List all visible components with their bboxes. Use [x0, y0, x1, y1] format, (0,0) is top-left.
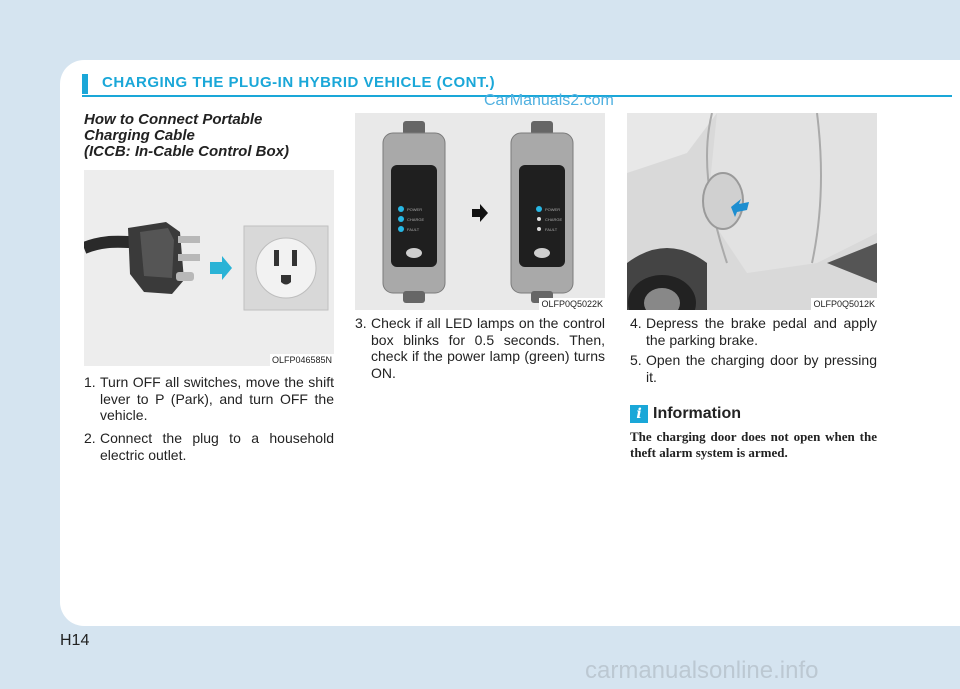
step-number: 2.: [84, 430, 96, 446]
hyundai-logo-icon: [406, 248, 422, 258]
information-text: The charging door does not open when the theft alarm system is armed.: [630, 429, 877, 460]
figure-code: OLFP0Q5012K: [813, 299, 875, 309]
step-item: [84, 374, 334, 424]
step-item: [84, 430, 334, 463]
led-label: POWER: [545, 207, 561, 212]
led-label: CHARGE: [407, 217, 425, 222]
plug-outlet-illustration: [84, 170, 334, 366]
section-title: [84, 112, 334, 160]
step-item: [355, 315, 605, 381]
info-icon: i: [630, 405, 648, 423]
step-text: Check if all LED lamps on the control box blinks for 0.5 seconds. Then, check if the power lamp (green) turns ON.: [371, 315, 605, 381]
information-label: Information: [653, 405, 741, 422]
step-text: Turn OFF all switches, move the shift lever to P (Park), and turn OFF the vehicle.: [100, 374, 334, 423]
step-item: [630, 315, 877, 348]
arrow-right-icon: [210, 256, 232, 280]
control-box-right: [511, 121, 573, 303]
step-number: 5.: [630, 352, 642, 368]
power-led-icon: [536, 206, 542, 212]
charge-led-icon: [537, 217, 541, 221]
watermark-top: CarManuals2.com: [484, 92, 614, 109]
section-title-line: Charging Cable: [84, 127, 195, 144]
control-box-left: [383, 121, 445, 303]
control-box-figure: [355, 113, 605, 310]
header-title: CHARGING THE PLUG-IN HYBRID VEHICLE (CONT.): [102, 74, 496, 91]
step-item: [630, 352, 877, 385]
led-label: CHARGE: [545, 217, 563, 222]
charging-door-illustration: [627, 113, 877, 310]
figure-code: OLFP046585N: [271, 355, 332, 365]
fault-led-icon: [537, 227, 541, 231]
step-number: 1.: [84, 374, 96, 390]
blinking-led-icon: [398, 206, 404, 212]
plug-outlet-figure: [84, 170, 334, 366]
charging-door-figure: [627, 113, 877, 310]
step-number: 3.: [355, 315, 367, 331]
hyundai-logo-icon: [534, 248, 550, 258]
led-label: FAULT: [545, 227, 558, 232]
figure-code: OLFP0Q5022K: [541, 299, 603, 309]
watermark-bottom: carmanualsonline.info: [585, 657, 819, 684]
step-number: 4.: [630, 315, 642, 331]
page-number: H14: [60, 632, 90, 649]
led-label: FAULT: [407, 227, 420, 232]
section-header: [82, 74, 952, 94]
arrow-right-icon: [472, 204, 488, 222]
step-text: Open the charging door by pressing it.: [646, 352, 877, 385]
section-title-line: (ICCB: In-Cable Control Box): [84, 143, 289, 160]
section-title-line: How to Connect Portable: [84, 111, 263, 128]
led-label: POWER: [407, 207, 423, 212]
blinking-led-icon: [398, 216, 404, 222]
step-text: Depress the brake pedal and apply the parking brake.: [646, 315, 877, 348]
control-box-illustration: [355, 113, 605, 310]
step-text: Connect the plug to a household electric outlet.: [100, 430, 334, 463]
header-accent-bar: [82, 74, 88, 94]
blinking-led-icon: [398, 226, 404, 232]
